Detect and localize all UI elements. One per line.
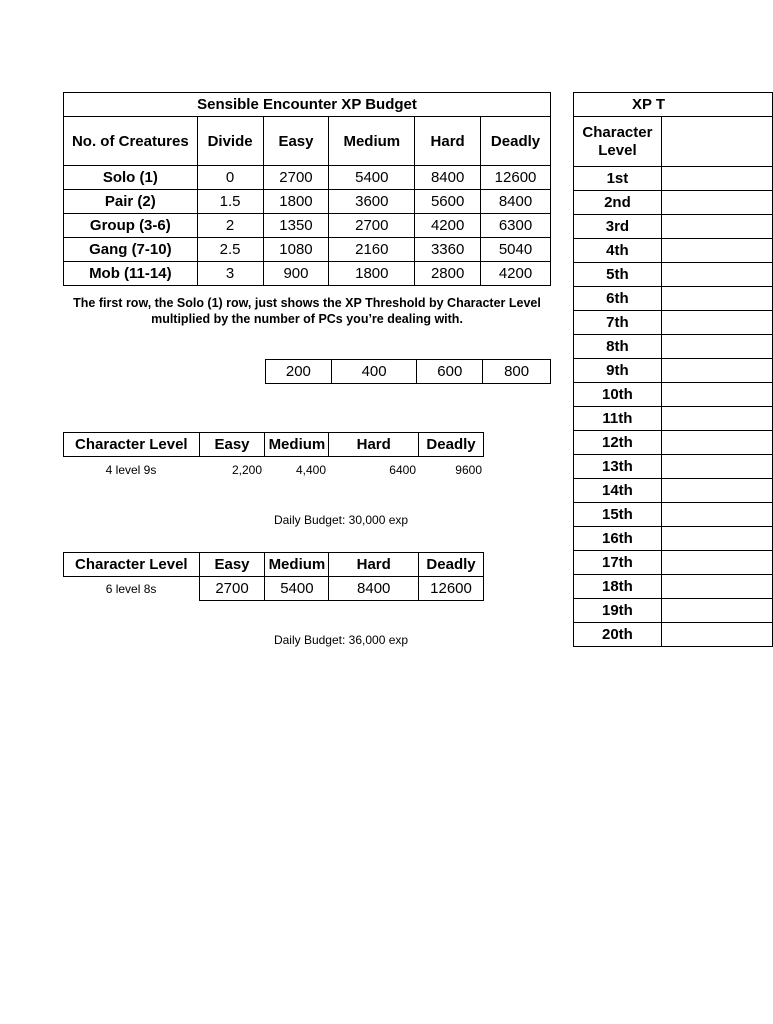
- table-row: [64, 577, 484, 601]
- cell: 1800: [329, 262, 415, 286]
- row-label: Mob (11-14): [64, 262, 198, 286]
- party2-daily-budget: Daily Budget: 36,000 exp: [273, 633, 409, 647]
- level-cell: 18th: [574, 575, 662, 599]
- hidden-cell: [661, 287, 772, 311]
- hidden-cell: [661, 551, 772, 575]
- hidden-cell: [661, 263, 772, 287]
- hidden-cell: [661, 455, 772, 479]
- cell: 1.5: [197, 190, 263, 214]
- level-cell: 19th: [574, 599, 662, 623]
- header-deadly: Deadly: [481, 117, 551, 166]
- cell: 12600: [481, 166, 551, 190]
- xp-table-title: XP T: [574, 93, 773, 117]
- table-row: [266, 360, 551, 384]
- level-cell: 12th: [574, 431, 662, 455]
- level-cell: 13th: [574, 455, 662, 479]
- hidden-cell: [661, 623, 772, 647]
- hidden-cell: [661, 117, 772, 167]
- cell: 8400: [415, 166, 481, 190]
- cell: 2160: [329, 238, 415, 262]
- cell: 8400: [481, 190, 551, 214]
- level-cell: 10th: [574, 383, 662, 407]
- header-hard: Hard: [329, 553, 419, 577]
- header-line-2: Level: [598, 141, 637, 159]
- cell: 4200: [415, 214, 481, 238]
- party1-daily-budget: Daily Budget: 30,000 exp: [273, 513, 409, 527]
- hidden-cell: [661, 503, 772, 527]
- cell: 1080: [263, 238, 329, 262]
- header-deadly: Deadly: [419, 433, 484, 457]
- level-cell: 15th: [574, 503, 662, 527]
- hidden-cell: [661, 407, 772, 431]
- hidden-cell: [661, 383, 772, 407]
- cell: 2.5: [197, 238, 263, 262]
- hidden-cell: [661, 479, 772, 503]
- row-label: Solo (1): [64, 166, 198, 190]
- header-creatures: No. of Creatures: [64, 117, 198, 166]
- party2-label: 6 level 8s: [105, 581, 157, 596]
- header-medium: Medium: [265, 553, 329, 577]
- table-row: [64, 214, 551, 238]
- header-deadly: Deadly: [419, 553, 484, 577]
- header-easy: Easy: [199, 553, 265, 577]
- cell: 4200: [481, 262, 551, 286]
- level-cell: 20th: [574, 623, 662, 647]
- hidden-cell: [661, 599, 772, 623]
- header-character-level: Character Level: [64, 553, 200, 577]
- party1-label: 4 level 9s: [105, 463, 157, 477]
- header-character-level: Character Level: [64, 433, 200, 457]
- hidden-cell: [661, 215, 772, 239]
- table-row: [64, 238, 551, 262]
- row-label: Pair (2): [64, 190, 198, 214]
- level-cell: 6th: [574, 287, 662, 311]
- cell: 5400: [329, 166, 415, 190]
- note-line-2: multiplied by the number of PCs you’re dealing with.: [151, 312, 463, 326]
- level-cell: 7th: [574, 311, 662, 335]
- header-hard: Hard: [329, 433, 419, 457]
- cell: 400: [331, 360, 417, 384]
- level-cell: 4th: [574, 239, 662, 263]
- table-title: Sensible Encounter XP Budget: [64, 93, 551, 117]
- cell: 0: [197, 166, 263, 190]
- cell: 12600: [419, 577, 484, 601]
- hidden-cell: [661, 575, 772, 599]
- row-label: Group (3-6): [64, 214, 198, 238]
- cell: 2700: [199, 577, 265, 601]
- hidden-cell: [661, 191, 772, 215]
- header-character-level: [574, 117, 662, 167]
- header-hard: Hard: [415, 117, 481, 166]
- cell: 5600: [415, 190, 481, 214]
- cell: 2700: [329, 214, 415, 238]
- cell: 2: [197, 214, 263, 238]
- header-line-1: Character: [582, 123, 653, 141]
- party1-header-table: [63, 432, 484, 457]
- header-medium: Medium: [329, 117, 415, 166]
- cell: 5400: [265, 577, 329, 601]
- xp-threshold-table: [573, 92, 773, 647]
- level-cell: 3rd: [574, 215, 662, 239]
- level-cell: 16th: [574, 527, 662, 551]
- cell: 6300: [481, 214, 551, 238]
- table-row: [64, 190, 551, 214]
- hidden-cell: [661, 527, 772, 551]
- encounter-budget-table: [63, 92, 551, 286]
- cell: 2800: [415, 262, 481, 286]
- cell: 3: [197, 262, 263, 286]
- cell: 1800: [263, 190, 329, 214]
- cell: 5040: [481, 238, 551, 262]
- cell: 8400: [329, 577, 419, 601]
- row-label: Gang (7-10): [64, 238, 198, 262]
- cell: 200: [266, 360, 332, 384]
- level-cell: 9th: [574, 359, 662, 383]
- party2-table: [63, 552, 484, 601]
- hidden-cell: [661, 167, 772, 191]
- table-row: [64, 262, 551, 286]
- cell: 3360: [415, 238, 481, 262]
- header-divide: Divide: [197, 117, 263, 166]
- hidden-cell: [661, 431, 772, 455]
- level-cell: 14th: [574, 479, 662, 503]
- level-cell: 17th: [574, 551, 662, 575]
- level-cell: 11th: [574, 407, 662, 431]
- header-medium: Medium: [265, 433, 329, 457]
- hidden-cell: [661, 359, 772, 383]
- party1-deadly: 9600: [455, 463, 482, 477]
- header-easy: Easy: [263, 117, 329, 166]
- cell: 900: [263, 262, 329, 286]
- party1-medium: 4,400: [295, 463, 326, 477]
- cell: 1350: [263, 214, 329, 238]
- header-easy: Easy: [199, 433, 265, 457]
- note-line-1: The first row, the Solo (1) row, just shows the XP Threshold by Character Level: [73, 296, 541, 310]
- cell: 600: [417, 360, 483, 384]
- table-row: [64, 166, 551, 190]
- cell: 2700: [263, 166, 329, 190]
- hidden-cell: [661, 239, 772, 263]
- xp-threshold-table-region: [573, 92, 666, 652]
- hidden-cell: [661, 335, 772, 359]
- party1-easy: 2,200: [231, 463, 262, 477]
- threshold-row-table: [265, 359, 551, 384]
- level-cell: 8th: [574, 335, 662, 359]
- party1-hard: 6400: [389, 463, 416, 477]
- cell: 800: [483, 360, 551, 384]
- cell: 3600: [329, 190, 415, 214]
- explanation-note: [63, 295, 551, 327]
- level-cell: 5th: [574, 263, 662, 287]
- hidden-cell: [661, 311, 772, 335]
- level-cell: 2nd: [574, 191, 662, 215]
- level-cell: 1st: [574, 167, 662, 191]
